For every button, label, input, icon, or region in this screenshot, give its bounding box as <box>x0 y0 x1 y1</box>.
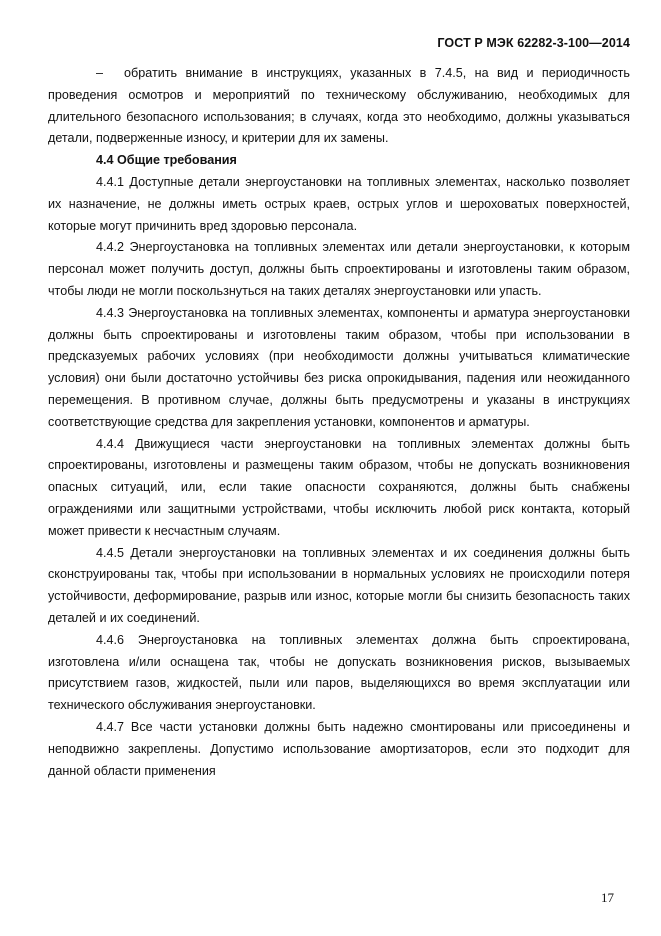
page-number: 17 <box>601 890 614 905</box>
paragraph-4-4-6: 4.4.6 Энергоустановка на топливных элементах должна быть спроектирована, изготовлена и/или оснащена так, чтобы не допускать возникновения рисков, вызываемых присутствием газов, жидкостей, пыли или паров, выделяющихся во время эксплуатации или технического обслуживания энергоустановки. <box>48 632 630 713</box>
paragraph-4-4-4: 4.4.4 Движущиеся части энергоустановки на топливных элементах должны быть спроектированы, изготовлены и размещены таким образом, чтобы не допускать возникновения опасных ситуаций, или, если такие опасности сохраняются, должны быть снабжены ограждениями или защитными устройствами, чтобы исключить любой риск контакта, который может привести к несчастным случаям. <box>48 436 630 538</box>
section-heading: 4.4 Общие требования <box>96 153 237 168</box>
dash-marker: – <box>96 66 104 80</box>
intro-bullet <box>48 63 630 150</box>
paragraph-4-4-7: 4.4.7 Все части установки должны быть надежно смонтированы или присоединены и неподвижно закреплены. Допустимо использование амортизаторов, если это подходит для данной области применения <box>48 719 630 778</box>
paragraph-4-4-1: 4.4.1 Доступные детали энергоустановки на топливных элементах, насколько позволяет их назначение, не должны иметь острых краев, острых углов и шероховатых поверхностей, которые могут причинить вред здоровью персонала. <box>48 174 630 233</box>
paragraph-4-4-3: 4.4.3 Энергоустановка на топливных элементах, компоненты и арматура энергоустановки должны быть спроектированы и изготовлены таким образом, чтобы при использовании в предсказуемых рабочих условиях (при необходимости должны учитываться климатические условия) они были достаточно устойчивы без риска опрокидывания, падения или неожиданного перемещения. В противном случае, должны быть предусмотрены и указаны в инструкциях соответствующие средства для закрепления установки, компонентов и арматуры. <box>48 305 630 429</box>
document-body <box>48 63 630 782</box>
document-header: ГОСТ Р МЭК 62282-3-100—2014 <box>437 36 630 50</box>
paragraph-4-4-5: 4.4.5 Детали энергоустановки на топливных элементах и их соединения должны быть сконструированы так, чтобы при использовании в нормальных условиях не происходили потеря устойчивости, деформирование, разрыв или износ, которые могли бы снизить безопасность таких деталей и их соединений. <box>48 545 630 625</box>
paragraph-4-4-2: 4.4.2 Энергоустановка на топливных элементах или детали энергоустановки, к которым персонал может получить доступ, должны быть спроектированы и изготовлены таким образом, чтобы люди не могли поскользнуться на таких деталях энергоустановки или упасть. <box>48 240 630 298</box>
intro-bullet-text: обратить внимание в инструкциях, указанных в 7.4.5, на вид и периодичность проведения осмотров и мероприятий по техническому обслуживанию, необходимых для длительного безопасного использования; в случаях, когда это необходимо, должны указываться детали, подверженные износу, и критерии для их замены. <box>48 66 630 146</box>
